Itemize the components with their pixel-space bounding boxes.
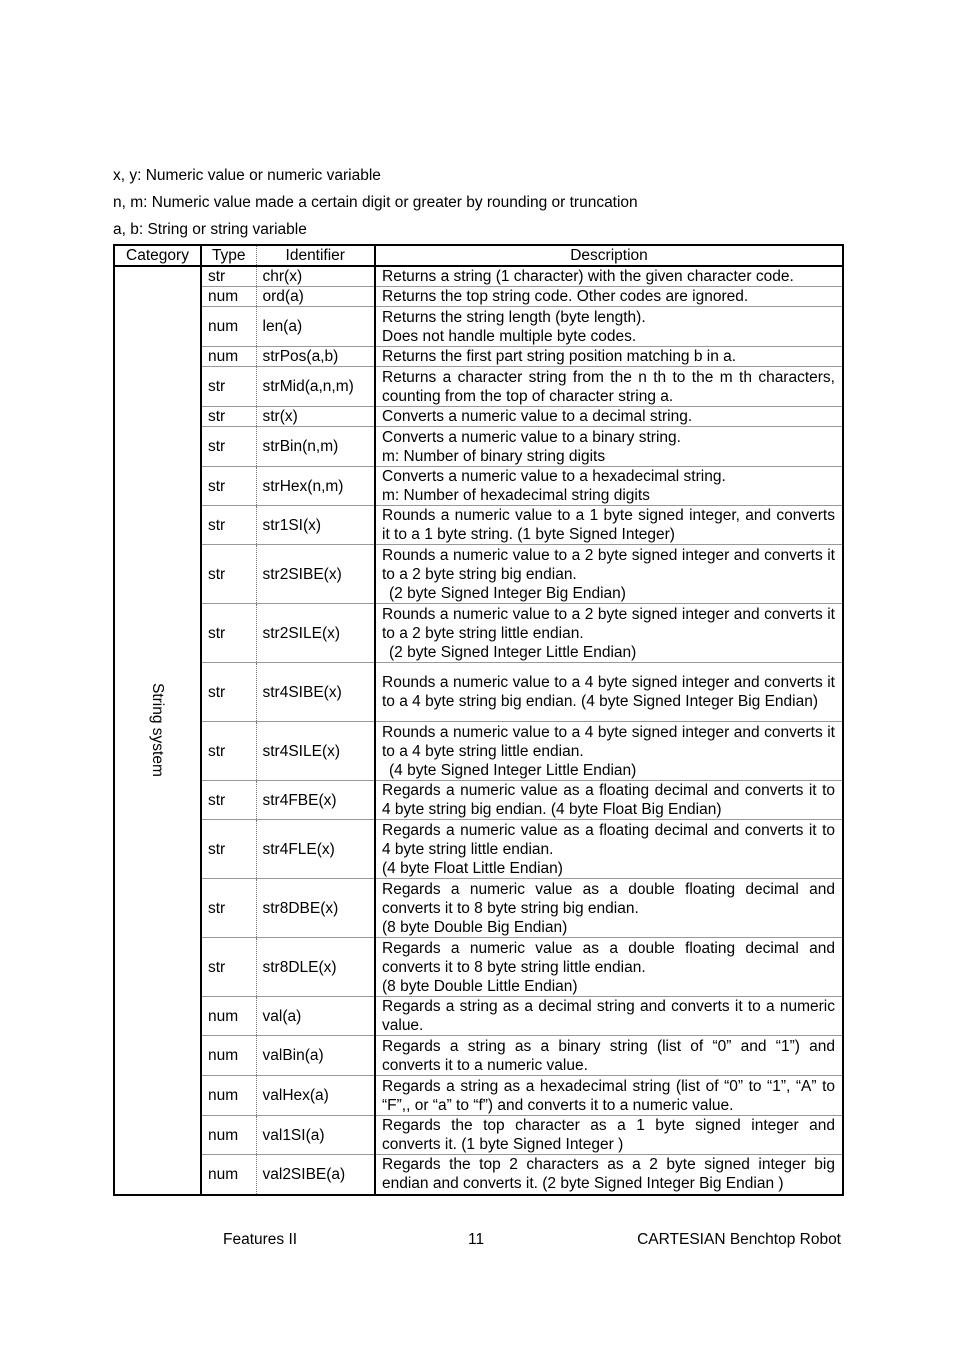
- table-row: [114, 407, 843, 427]
- description-line: Regards a string as a decimal string and converts it to a numeric value.: [382, 998, 835, 1034]
- type-cell: num: [201, 1155, 256, 1195]
- table-body: [114, 266, 843, 1195]
- identifier-cell: valBin(a): [256, 1036, 375, 1076]
- description-line: Regards a numeric value as a floating decimal and converts it to 4 byte string big endian. (4 byte Float Big Endian): [382, 782, 835, 818]
- table-row: [114, 347, 843, 367]
- description-cell: [375, 347, 843, 367]
- description-line: Converts a numeric value to a decimal string.: [382, 408, 693, 425]
- identifier-cell: str4FBE(x): [256, 781, 375, 820]
- table-row: [114, 997, 843, 1036]
- type-cell: str: [201, 722, 256, 781]
- identifier-cell: strBin(n,m): [256, 427, 375, 467]
- table-row: [114, 1036, 843, 1076]
- identifier-cell: str1SI(x): [256, 506, 375, 545]
- type-cell: str: [201, 266, 256, 287]
- description-line: (4 byte Signed Integer Little Endian): [389, 761, 637, 779]
- identifier-cell: str8DLE(x): [256, 938, 375, 997]
- description-line: Returns the string length (byte length).: [382, 308, 646, 326]
- description-cell: [375, 367, 843, 407]
- header-type: Type: [201, 245, 256, 266]
- table-row: [114, 427, 843, 467]
- identifier-cell: val(a): [256, 997, 375, 1036]
- type-cell: str: [201, 781, 256, 820]
- description-cell: [375, 427, 843, 467]
- description-line: m: Number of binary string digits: [382, 447, 606, 465]
- description-line: Rounds a numeric value to a 1 byte signed integer, and converts it to a 1 byte string. (1 byte Signed Integer): [382, 507, 835, 543]
- type-cell: num: [201, 307, 256, 347]
- description-line: Regards a string as a binary string (list of “0” and “1”) and converts it to a numeric value.: [382, 1037, 835, 1074]
- type-cell: str: [201, 367, 256, 407]
- identifier-cell: str(x): [256, 407, 375, 427]
- description-line: Regards a numeric value as a double floating decimal and converts it to 8 byte string big endian.: [382, 880, 835, 917]
- identifier-cell: val1SI(a): [256, 1116, 375, 1155]
- table-row: [114, 307, 843, 347]
- identifier-cell: valHex(a): [256, 1076, 375, 1116]
- legend-nm: n, m: Numeric value made a certain digit or greater by rounding or truncation: [113, 194, 638, 211]
- description-line: Rounds a numeric value to a 4 byte signed integer and converts it to a 4 byte string little endian.: [382, 723, 835, 760]
- description-cell: [375, 820, 843, 879]
- legend-xy: x, y: Numeric value or numeric variable: [113, 167, 381, 184]
- table-row: [114, 879, 843, 938]
- identifier-cell: len(a): [256, 307, 375, 347]
- type-cell: str: [201, 407, 256, 427]
- description-cell: [375, 407, 843, 427]
- description-line: Converts a numeric value to a hexadecimal string.: [382, 468, 726, 485]
- table-row: [114, 820, 843, 879]
- description-cell: [375, 467, 843, 506]
- description-cell: [375, 1076, 843, 1116]
- type-cell: str: [201, 879, 256, 938]
- identifier-cell: strMid(a,n,m): [256, 367, 375, 407]
- table-row: [114, 367, 843, 407]
- identifier-cell: str4FLE(x): [256, 820, 375, 879]
- description-line: Returns a string (1 character) with the given character code.: [382, 268, 794, 285]
- identifier-cell: str2SIBE(x): [256, 545, 375, 604]
- description-line: (4 byte Float Little Endian): [382, 859, 563, 877]
- identifier-cell: strHex(n,m): [256, 467, 375, 506]
- table-row: [114, 266, 843, 287]
- table-row: [114, 1155, 843, 1195]
- description-line: Returns the top string code. Other codes are ignored.: [382, 288, 749, 305]
- footer-page-number: 11: [468, 1231, 485, 1248]
- description-cell: [375, 1116, 843, 1155]
- table-row: [114, 545, 843, 604]
- description-line: Regards a string as a hexadecimal string (list of “0” to “1”, “A” to “F”,, or “a” to “f”) and converts it to a numeric value.: [382, 1077, 835, 1114]
- description-line: Converts a numeric value to a binary string.: [382, 428, 681, 446]
- description-cell: [375, 287, 843, 307]
- type-cell: num: [201, 997, 256, 1036]
- type-cell: str: [201, 663, 256, 722]
- identifier-cell: strPos(a,b): [256, 347, 375, 367]
- description-line: (8 byte Double Big Endian): [382, 918, 568, 936]
- identifier-cell: str2SILE(x): [256, 604, 375, 663]
- identifier-cell: val2SIBE(a): [256, 1155, 375, 1195]
- table-row: [114, 938, 843, 997]
- description-cell: [375, 781, 843, 820]
- type-cell: str: [201, 506, 256, 545]
- description-cell: [375, 307, 843, 347]
- description-cell: [375, 997, 843, 1036]
- table-row: [114, 506, 843, 545]
- description-line: Regards the top 2 characters as a 2 byte signed integer big endian and converts it. (2 byte Signed Integer Big Endian ): [382, 1156, 835, 1193]
- identifier-cell: str4SIBE(x): [256, 663, 375, 722]
- description-line: Returns a character string from the n th to the m th characters, counting from the top of character string a.: [382, 368, 835, 405]
- description-line: Does not handle multiple byte codes.: [382, 327, 637, 345]
- description-cell: [375, 1036, 843, 1076]
- table-row: [114, 287, 843, 307]
- header-identifier: Identifier: [256, 245, 375, 266]
- description-cell: [375, 722, 843, 781]
- type-cell: str: [201, 545, 256, 604]
- identifier-cell: str4SILE(x): [256, 722, 375, 781]
- footer-section-title: Features II: [223, 1231, 298, 1248]
- type-cell: num: [201, 287, 256, 307]
- description-line: Regards a numeric value as a floating decimal and converts it to 4 byte string little endian.: [382, 821, 835, 858]
- type-cell: str: [201, 604, 256, 663]
- description-cell: [375, 879, 843, 938]
- type-cell: num: [201, 347, 256, 367]
- description-line: (2 byte Signed Integer Big Endian): [389, 584, 626, 602]
- footer-product-name: CARTESIAN Benchtop Robot: [637, 1231, 841, 1248]
- description-line: Returns the first part string position matching b in a.: [382, 348, 737, 365]
- description-cell: [375, 266, 843, 287]
- description-cell: [375, 506, 843, 545]
- identifier-cell: str8DBE(x): [256, 879, 375, 938]
- type-cell: str: [201, 467, 256, 506]
- table-header-row: [114, 245, 843, 266]
- identifier-cell: chr(x): [256, 266, 375, 287]
- description-line: (8 byte Double Little Endian): [382, 977, 578, 995]
- description-line: Rounds a numeric value to a 2 byte signed integer and converts it to a 2 byte string big endian.: [382, 546, 835, 583]
- description-line: m: Number of hexadecimal string digits: [382, 487, 650, 504]
- category-cell: [114, 266, 201, 1195]
- table-row: [114, 663, 843, 722]
- type-cell: num: [201, 1036, 256, 1076]
- header-description: Description: [375, 245, 843, 266]
- identifier-cell: ord(a): [256, 287, 375, 307]
- legend-ab: a, b: String or string variable: [113, 221, 307, 238]
- description-line: Rounds a numeric value to a 2 byte signed integer and converts it to a 2 byte string little endian.: [382, 605, 835, 642]
- table-row: [114, 722, 843, 781]
- header-category: Category: [114, 245, 201, 266]
- description-cell: [375, 604, 843, 663]
- type-cell: str: [201, 427, 256, 467]
- description-line: Regards a numeric value as a double floating decimal and converts it to 8 byte string little endian.: [382, 939, 835, 976]
- category-label: String system: [149, 683, 166, 778]
- description-cell: [375, 1155, 843, 1195]
- type-cell: num: [201, 1116, 256, 1155]
- table-row: [114, 1116, 843, 1155]
- table-row: [114, 604, 843, 663]
- description-cell: [375, 663, 843, 722]
- description-line: Regards the top character as a 1 byte signed integer and converts it. (1 byte Signed Integer ): [382, 1117, 835, 1153]
- table-row: [114, 781, 843, 820]
- type-cell: num: [201, 1076, 256, 1116]
- table-row: [114, 467, 843, 506]
- description-cell: [375, 545, 843, 604]
- type-cell: str: [201, 820, 256, 879]
- table-row: [114, 1076, 843, 1116]
- description-line: Rounds a numeric value to a 4 byte signed integer and converts it to a 4 byte string big endian. (4 byte Signed Integer Big Endian): [382, 674, 835, 710]
- description-line: (2 byte Signed Integer Little Endian): [389, 643, 637, 661]
- function-table: [113, 244, 844, 1196]
- description-cell: [375, 938, 843, 997]
- type-cell: str: [201, 938, 256, 997]
